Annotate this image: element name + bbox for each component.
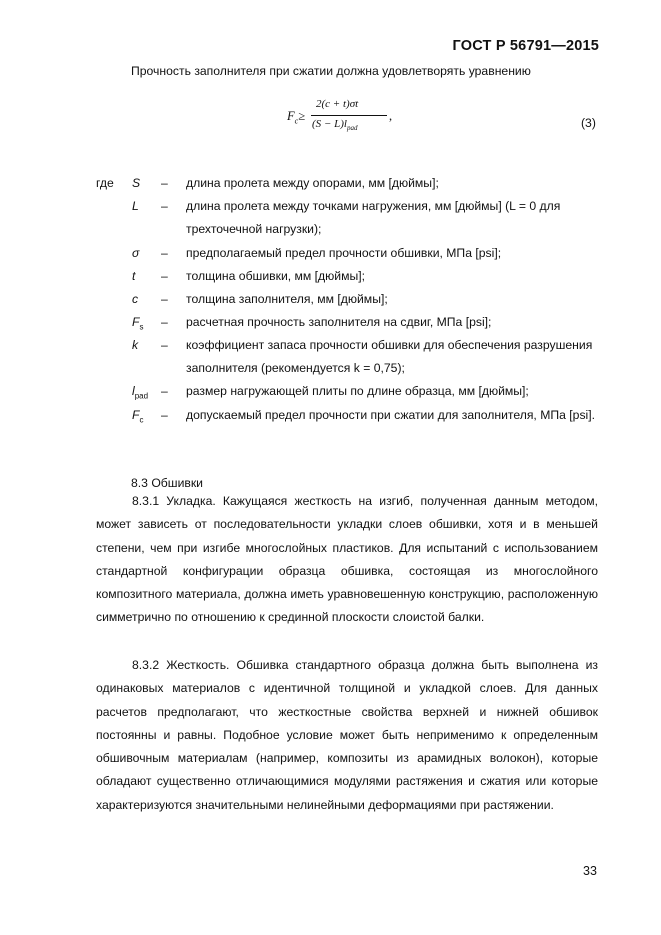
formula-comma: ,: [389, 109, 393, 123]
paragraph: 8.3.2 Жесткость. Обшивка стандартного образца должна быть выполнена из одинаковых материалов с идентичной толщиной и укладкой слоев. Для данных расчетов предполагают, что жесткостные свойства верхней и нижней обшивок постоянны и равны. Подобное условие может быть неприменимо к определенным обшивочным материалам (например, композиты из арамидных волокон), которые обладают существенно отличающимися модулями растяжения и сжатия или которые характеризуются значительными нелинейными деформациями при растяжении.: [96, 658, 598, 812]
definition-dash: –: [161, 315, 168, 329]
definition-text: предполагаемый предел прочности обшивки, МПа [psi];: [186, 246, 502, 260]
formula-denominator: $(S - L)l_{pad}$: [312, 118, 358, 133]
formula: [283, 96, 393, 140]
definition-text: расчетная прочность заполнителя на сдвиг, МПа [psi];: [186, 315, 492, 329]
definition-dash: –: [161, 199, 168, 213]
definition-text: толщина заполнителя, мм [дюймы];: [186, 292, 388, 306]
definition-symbol: k: [132, 338, 139, 352]
page-number: 33: [583, 864, 597, 878]
definition-text: коэффициент запаса прочности обшивки для обеспечения разрушения заполнителя (рекомендуется k = 0,75);: [186, 338, 593, 375]
definition-symbol: $F_s$: [132, 315, 144, 332]
definition-text: толщина обшивки, мм [дюймы];: [186, 269, 366, 283]
intro-text: Прочность заполнителя при сжатии должна удовлетворять уравнению: [131, 64, 531, 78]
definition-symbol: σ: [132, 246, 140, 260]
definition-dash: –: [161, 269, 168, 283]
definition-symbol: L: [132, 199, 139, 213]
definition-dash: –: [161, 384, 168, 398]
fraction-bar: [311, 115, 387, 116]
section-heading: 8.3 Обшивки: [131, 476, 203, 490]
equation-number: (3): [581, 116, 596, 130]
definition-text: длина пролета между точками нагружения, мм [дюймы] (L = 0 для трехточечной нагрузки);: [186, 199, 561, 236]
definition-symbol: S: [132, 176, 141, 190]
formula-numerator: 2(c + t)σt: [316, 98, 359, 110]
definition-symbol: $F_c$: [132, 408, 144, 425]
definition-dash: –: [161, 176, 168, 190]
where-label: где: [96, 176, 114, 190]
definition-dash: –: [161, 246, 168, 260]
document-id: ГОСТ Р 56791—2015: [452, 38, 599, 54]
definition-symbol: t: [132, 269, 136, 283]
definition-text: длина пролета между опорами, мм [дюймы];: [186, 176, 439, 190]
paragraph: 8.3.1 Укладка. Кажущаяся жесткость на изгиб, полученная данным методом, может зависеть от последовательности укладки слоев обшивки, хотя и в меньшей степени, чем при изгибе многослойных пластиков. Для испытаний с использованием стандартной конфигурации образца обшивка, состоящая из многослойного композитного материала, должна иметь уравновешенную конструкцию, расположенную симметрично по отношению к срединной плоскости слоистой балки.: [96, 494, 598, 625]
formula-lhs: $F_c\ge$: [287, 109, 306, 126]
definition-text: допускаемый предел прочности при сжатии для заполнителя, МПа [psi].: [186, 408, 596, 422]
definition-dash: –: [161, 408, 168, 422]
definition-symbol: c: [132, 292, 139, 306]
definition-symbol: $l_{pad}$: [132, 384, 149, 401]
definition-text: размер нагружающей плиты по длине образца, мм [дюймы];: [186, 384, 529, 398]
definition-dash: –: [161, 292, 168, 306]
definition-dash: –: [161, 338, 168, 352]
